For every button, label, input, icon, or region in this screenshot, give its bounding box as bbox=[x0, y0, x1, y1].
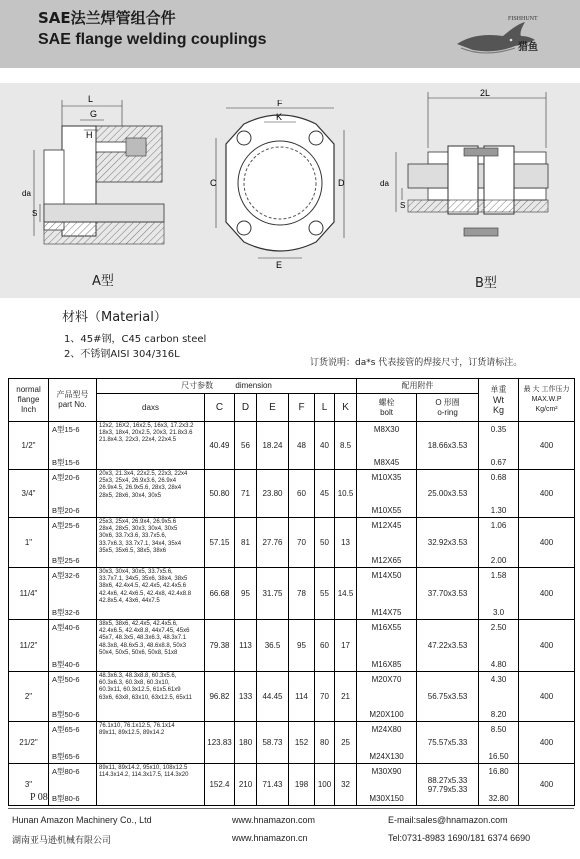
header-weight: 单重 Wt Kg bbox=[479, 379, 519, 422]
dim-e: 31.75 bbox=[257, 568, 289, 620]
dim-f: 70 bbox=[289, 518, 315, 568]
flange-size: 3/4" bbox=[9, 470, 49, 518]
bolt bbox=[357, 518, 417, 568]
oring: 88.27x5.33 97.79x5.33 bbox=[417, 764, 479, 806]
oring: 56.75x3.53 bbox=[417, 672, 479, 722]
weight-b: 0.67 bbox=[490, 457, 507, 467]
weight bbox=[479, 672, 519, 722]
header-l: L bbox=[315, 394, 335, 422]
table-row bbox=[9, 722, 575, 764]
part-a: A型40-6 bbox=[52, 622, 80, 632]
dim-c: 50.80 bbox=[205, 470, 235, 518]
weight-a: 0.35 bbox=[490, 424, 507, 434]
table-row bbox=[9, 518, 575, 568]
dim-d: 133 bbox=[235, 672, 257, 722]
dim-label-da-b: da bbox=[380, 179, 389, 188]
flange-size: 21/2" bbox=[9, 722, 49, 764]
daxs-list: 25x3, 25x4, 26.9x4, 26.9x5.6 28x4, 28x5, 30x3, 30x4, 30x5 30x6, 33.7x3.6, 33.7x5.6, 33.7x6.3, 33.7x7.1, 34x4, 35x4 35x5, 35x6.5, 38x5, 38x6 bbox=[97, 518, 205, 568]
dim-c: 96.82 bbox=[205, 672, 235, 722]
part-a: A型20-6 bbox=[52, 472, 80, 482]
table-row bbox=[9, 672, 575, 722]
material-item-1: 1、45#钢，C45 carbon steel bbox=[64, 334, 207, 345]
dim-label-g: G bbox=[90, 109, 98, 119]
dim-d: 113 bbox=[235, 620, 257, 672]
footer-divider bbox=[8, 808, 574, 809]
header-part-no: 产品型号 part No. bbox=[49, 379, 97, 422]
bolt bbox=[357, 764, 417, 806]
weight bbox=[479, 470, 519, 518]
daxs-list: 20x3, 21.3x4, 22x2.5, 22x3, 22x4 25x3, 25x4, 26.9x3.6, 26.9x4 26.9x4.5, 26.9x5.6, 28x3, 28x4 28x5, 28x6, 30x4, 30x5 bbox=[97, 470, 205, 518]
header-dimension: 尺寸参数 dimension bbox=[97, 379, 357, 394]
header-oring: O 形圈 o-ring bbox=[417, 394, 479, 422]
max-pressure: 400 bbox=[519, 672, 575, 722]
dim-k: 10.5 bbox=[335, 470, 357, 518]
bolt-b: M16X85 bbox=[371, 659, 402, 669]
part-number bbox=[49, 620, 97, 672]
dim-d: 95 bbox=[235, 568, 257, 620]
flange-type-b-drawing bbox=[378, 88, 558, 248]
bolt-a: M20X70 bbox=[371, 674, 402, 684]
dim-d: 56 bbox=[235, 422, 257, 470]
dim-label-c: C bbox=[210, 178, 217, 188]
dim-label-l: L bbox=[88, 94, 94, 104]
weight bbox=[479, 620, 519, 672]
material-item-2: 2、不锈钢AISI 304/316L bbox=[64, 349, 180, 360]
flange-front-drawing bbox=[210, 100, 350, 270]
part-number bbox=[49, 672, 97, 722]
bolt-b: M10X55 bbox=[371, 505, 402, 515]
weight bbox=[479, 518, 519, 568]
table-row bbox=[9, 764, 575, 806]
dim-l: 45 bbox=[315, 470, 335, 518]
bolt-a: M8X30 bbox=[373, 424, 400, 434]
header-c: C bbox=[205, 394, 235, 422]
part-a: A型15-6 bbox=[52, 424, 80, 434]
dim-e: 23.80 bbox=[257, 470, 289, 518]
weight-a: 1.06 bbox=[490, 520, 507, 530]
dim-e: 44.45 bbox=[257, 672, 289, 722]
bolt bbox=[357, 722, 417, 764]
dim-c: 123.83 bbox=[205, 722, 235, 764]
weight-b: 2.00 bbox=[490, 555, 507, 565]
dim-d: 180 bbox=[235, 722, 257, 764]
dim-f: 198 bbox=[289, 764, 315, 806]
dim-e: 27.76 bbox=[257, 518, 289, 568]
part-number bbox=[49, 568, 97, 620]
daxs-list: 12x2, 16X2, 16x2.5, 16x3, 17.2x3.2 18x3, 18x4, 20x2.5, 20x3, 21.8x3.6 21.8x4.3, 22x3, 22x4, 22x4.5 bbox=[97, 422, 205, 470]
dim-l: 40 bbox=[315, 422, 335, 470]
weight-a: 0.68 bbox=[490, 472, 507, 482]
website-com[interactable]: www.hnamazon.com bbox=[232, 815, 316, 825]
dim-f: 60 bbox=[289, 470, 315, 518]
bolt-b: M8X45 bbox=[373, 457, 400, 467]
title-cn: SAE法兰焊管组合件 bbox=[38, 9, 176, 27]
dim-l: 80 bbox=[315, 722, 335, 764]
table-row bbox=[9, 422, 575, 470]
dim-k: 14.5 bbox=[335, 568, 357, 620]
dim-e: 71.43 bbox=[257, 764, 289, 806]
part-a: A型50-6 bbox=[52, 674, 80, 684]
dim-f: 152 bbox=[289, 722, 315, 764]
bolt-a: M16X55 bbox=[371, 622, 402, 632]
dim-c: 66.68 bbox=[205, 568, 235, 620]
bolt bbox=[357, 470, 417, 518]
weight bbox=[479, 568, 519, 620]
weight-b: 32.80 bbox=[488, 793, 509, 803]
dim-d: 210 bbox=[235, 764, 257, 806]
dim-e: 58.73 bbox=[257, 722, 289, 764]
dim-k: 21 bbox=[335, 672, 357, 722]
table-row bbox=[9, 620, 575, 672]
weight-b: 3.0 bbox=[492, 607, 505, 617]
part-b: B型15-6 bbox=[52, 457, 80, 467]
company-cn: 湖南亚马逊机械有限公司 bbox=[12, 835, 112, 845]
flange-type-a-drawing bbox=[22, 86, 172, 256]
dim-label-2l: 2L bbox=[480, 88, 491, 98]
dim-c: 40.49 bbox=[205, 422, 235, 470]
bolt bbox=[357, 620, 417, 672]
dim-c: 152.4 bbox=[205, 764, 235, 806]
bolt-a: M24X80 bbox=[371, 724, 402, 734]
part-number bbox=[49, 518, 97, 568]
max-pressure: 400 bbox=[519, 764, 575, 806]
daxs-list: 48.3x6.3, 48.3x8.8, 60.3x5.6, 60.3x6.3, 60.3x8, 60.3x10, 60.3x11, 60.3x12.5, 61x5.61x9 63x6, 63x8, 63x10, 63x12.5, 65x11 bbox=[97, 672, 205, 722]
weight-a: 1.58 bbox=[490, 570, 507, 580]
max-pressure: 400 bbox=[519, 518, 575, 568]
table-row bbox=[9, 568, 575, 620]
dim-l: 100 bbox=[315, 764, 335, 806]
flange-size: 3" bbox=[9, 764, 49, 806]
part-number bbox=[49, 470, 97, 518]
bolt-a: M14X50 bbox=[371, 570, 402, 580]
oring: 18.66x3.53 bbox=[417, 422, 479, 470]
max-pressure: 400 bbox=[519, 722, 575, 764]
part-a: A型80-6 bbox=[52, 766, 80, 776]
oring: 25.00x3.53 bbox=[417, 470, 479, 518]
weight-a: 2.50 bbox=[490, 622, 507, 632]
header-flange: normal flange Inch bbox=[9, 379, 49, 422]
dim-l: 50 bbox=[315, 518, 335, 568]
dim-l: 55 bbox=[315, 568, 335, 620]
daxs-list: 89x11, 89x14.2, 95x10, 108x12.5 114.3x14.2, 114.3x17.5, 114.3x20 bbox=[97, 764, 205, 806]
header-f: F bbox=[289, 394, 315, 422]
email-address[interactable]: E-mail:sales@hnamazon.com bbox=[388, 815, 508, 825]
order-note: 订货说明：da*s 代表接管的焊接尺寸，订货请标注。 bbox=[310, 358, 523, 368]
bolt-a: M30X90 bbox=[371, 766, 402, 776]
dim-k: 13 bbox=[335, 518, 357, 568]
flange-size: 1/2" bbox=[9, 422, 49, 470]
dim-label-f: F bbox=[277, 100, 283, 108]
bolt-b: M20X100 bbox=[369, 709, 404, 719]
max-pressure: 400 bbox=[519, 620, 575, 672]
dim-l: 70 bbox=[315, 672, 335, 722]
dim-k: 17 bbox=[335, 620, 357, 672]
part-b: B型40-6 bbox=[52, 659, 80, 669]
daxs-list: 76.1x10, 76.1x12.5, 76.1x14 89x11, 89x12.5, 89x14.2 bbox=[97, 722, 205, 764]
dim-f: 114 bbox=[289, 672, 315, 722]
part-b: B型50-6 bbox=[52, 709, 80, 719]
header-max-pressure: 最 大 工作压力 MAX.W.P Kg/cm² bbox=[519, 379, 575, 422]
part-b: B型20-6 bbox=[52, 505, 80, 515]
weight bbox=[479, 722, 519, 764]
weight-a: 8.50 bbox=[490, 724, 507, 734]
max-pressure: 400 bbox=[519, 568, 575, 620]
part-b: B型65-6 bbox=[52, 751, 80, 761]
dim-label-e: E bbox=[276, 260, 283, 270]
weight-a: 16.80 bbox=[488, 766, 509, 776]
website-cn[interactable]: www.hnamazon.cn bbox=[232, 833, 308, 843]
bolt-a: M10X35 bbox=[371, 472, 402, 482]
header-e: E bbox=[257, 394, 289, 422]
phone-numbers: Tel:0731-8983 1690/181 6374 6690 bbox=[388, 833, 531, 843]
dim-d: 81 bbox=[235, 518, 257, 568]
bolt-b: M14X75 bbox=[371, 607, 402, 617]
header-k: K bbox=[335, 394, 357, 422]
dim-f: 78 bbox=[289, 568, 315, 620]
title-en: SAE flange welding couplings bbox=[38, 31, 267, 48]
spec-table bbox=[8, 378, 575, 806]
weight bbox=[479, 764, 519, 806]
dim-label-da: da bbox=[22, 189, 31, 198]
bolt bbox=[357, 672, 417, 722]
part-b: B型32-6 bbox=[52, 607, 80, 617]
part-number bbox=[49, 422, 97, 470]
daxs-list: 38x5, 38x6, 42.4x5, 42.4x5.6, 42.4x6.5, 42.4x8.8, 44x7.45, 45x6 45x7, 48.3x5, 48.3x6.3, 48.3x7.1 48.3x8, 48.6x5.3, 48.6x8.8, 50x3 50x4, 50x5, 50x6, 50x8, 51x8 bbox=[97, 620, 205, 672]
page-header bbox=[0, 0, 580, 68]
type-a-label: A型 bbox=[92, 274, 114, 289]
weight-b: 1.30 bbox=[490, 505, 507, 515]
oring: 75.57x5.33 bbox=[417, 722, 479, 764]
part-number bbox=[49, 764, 97, 806]
weight-a: 4.30 bbox=[490, 674, 507, 684]
logo-text-cn: 猎鱼 bbox=[518, 42, 538, 53]
part-b: B型80-6 bbox=[52, 793, 80, 803]
dim-c: 79.38 bbox=[205, 620, 235, 672]
weight-b: 16.50 bbox=[488, 751, 509, 761]
dim-f: 48 bbox=[289, 422, 315, 470]
dim-label-s: S bbox=[32, 209, 38, 218]
logo-text-en: FISHHUNT bbox=[508, 16, 538, 22]
header-daxs: daxs bbox=[97, 394, 205, 422]
bolt-b: M24X130 bbox=[369, 751, 404, 761]
page-number: P 08 bbox=[30, 792, 48, 803]
oring: 32.92x3.53 bbox=[417, 518, 479, 568]
dim-k: 8.5 bbox=[335, 422, 357, 470]
weight-b: 8.20 bbox=[490, 709, 507, 719]
material-heading: 材料（Material） bbox=[62, 310, 167, 325]
flange-size: 2" bbox=[9, 672, 49, 722]
bolt-b: M12X65 bbox=[371, 555, 402, 565]
flange-size: 1" bbox=[9, 518, 49, 568]
dim-label-k: K bbox=[276, 112, 283, 122]
dim-k: 25 bbox=[335, 722, 357, 764]
dim-f: 95 bbox=[289, 620, 315, 672]
part-a: A型65-6 bbox=[52, 724, 80, 734]
table-row bbox=[9, 470, 575, 518]
max-pressure: 400 bbox=[519, 470, 575, 518]
daxs-list: 30x3, 30x4, 30x5, 33.7x5.6, 33.7x7.1, 34x5, 35x6, 38x4, 38x5 38x6, 42.4x4.5, 42.4x5, 42.4x5.6 42.4x6, 42.4x6.5, 42.4x8, 42.4x8.8 42.8x5.4, 43x6, 44x7.5 bbox=[97, 568, 205, 620]
part-b: B型25-6 bbox=[52, 555, 80, 565]
part-a: A型25-6 bbox=[52, 520, 80, 530]
header-accessories: 配用附件 bbox=[357, 379, 479, 394]
weight bbox=[479, 422, 519, 470]
type-b-label: B型 bbox=[475, 276, 497, 291]
bolt-a: M12X45 bbox=[371, 520, 402, 530]
part-number bbox=[49, 722, 97, 764]
oring: 47.22x3.53 bbox=[417, 620, 479, 672]
weight-b: 4.80 bbox=[490, 659, 507, 669]
bolt bbox=[357, 568, 417, 620]
bolt bbox=[357, 422, 417, 470]
part-a: A型32-6 bbox=[52, 570, 80, 580]
dim-label-h: H bbox=[86, 130, 93, 140]
header-d: D bbox=[235, 394, 257, 422]
bolt-b: M30X150 bbox=[369, 793, 404, 803]
dim-d: 71 bbox=[235, 470, 257, 518]
dim-k: 32 bbox=[335, 764, 357, 806]
dim-e: 18.24 bbox=[257, 422, 289, 470]
flange-size: 11/2" bbox=[9, 620, 49, 672]
max-pressure: 400 bbox=[519, 422, 575, 470]
dim-label-s-b: S bbox=[400, 201, 406, 210]
oring: 37.70x3.53 bbox=[417, 568, 479, 620]
company-en: Hunan Amazon Machinery Co., Ltd bbox=[12, 815, 152, 825]
header-bolt: 螺栓 bolt bbox=[357, 394, 417, 422]
flange-size: 11/4" bbox=[9, 568, 49, 620]
dim-l: 60 bbox=[315, 620, 335, 672]
dim-label-d: D bbox=[338, 178, 345, 188]
dim-e: 36.5 bbox=[257, 620, 289, 672]
dim-c: 57.15 bbox=[205, 518, 235, 568]
